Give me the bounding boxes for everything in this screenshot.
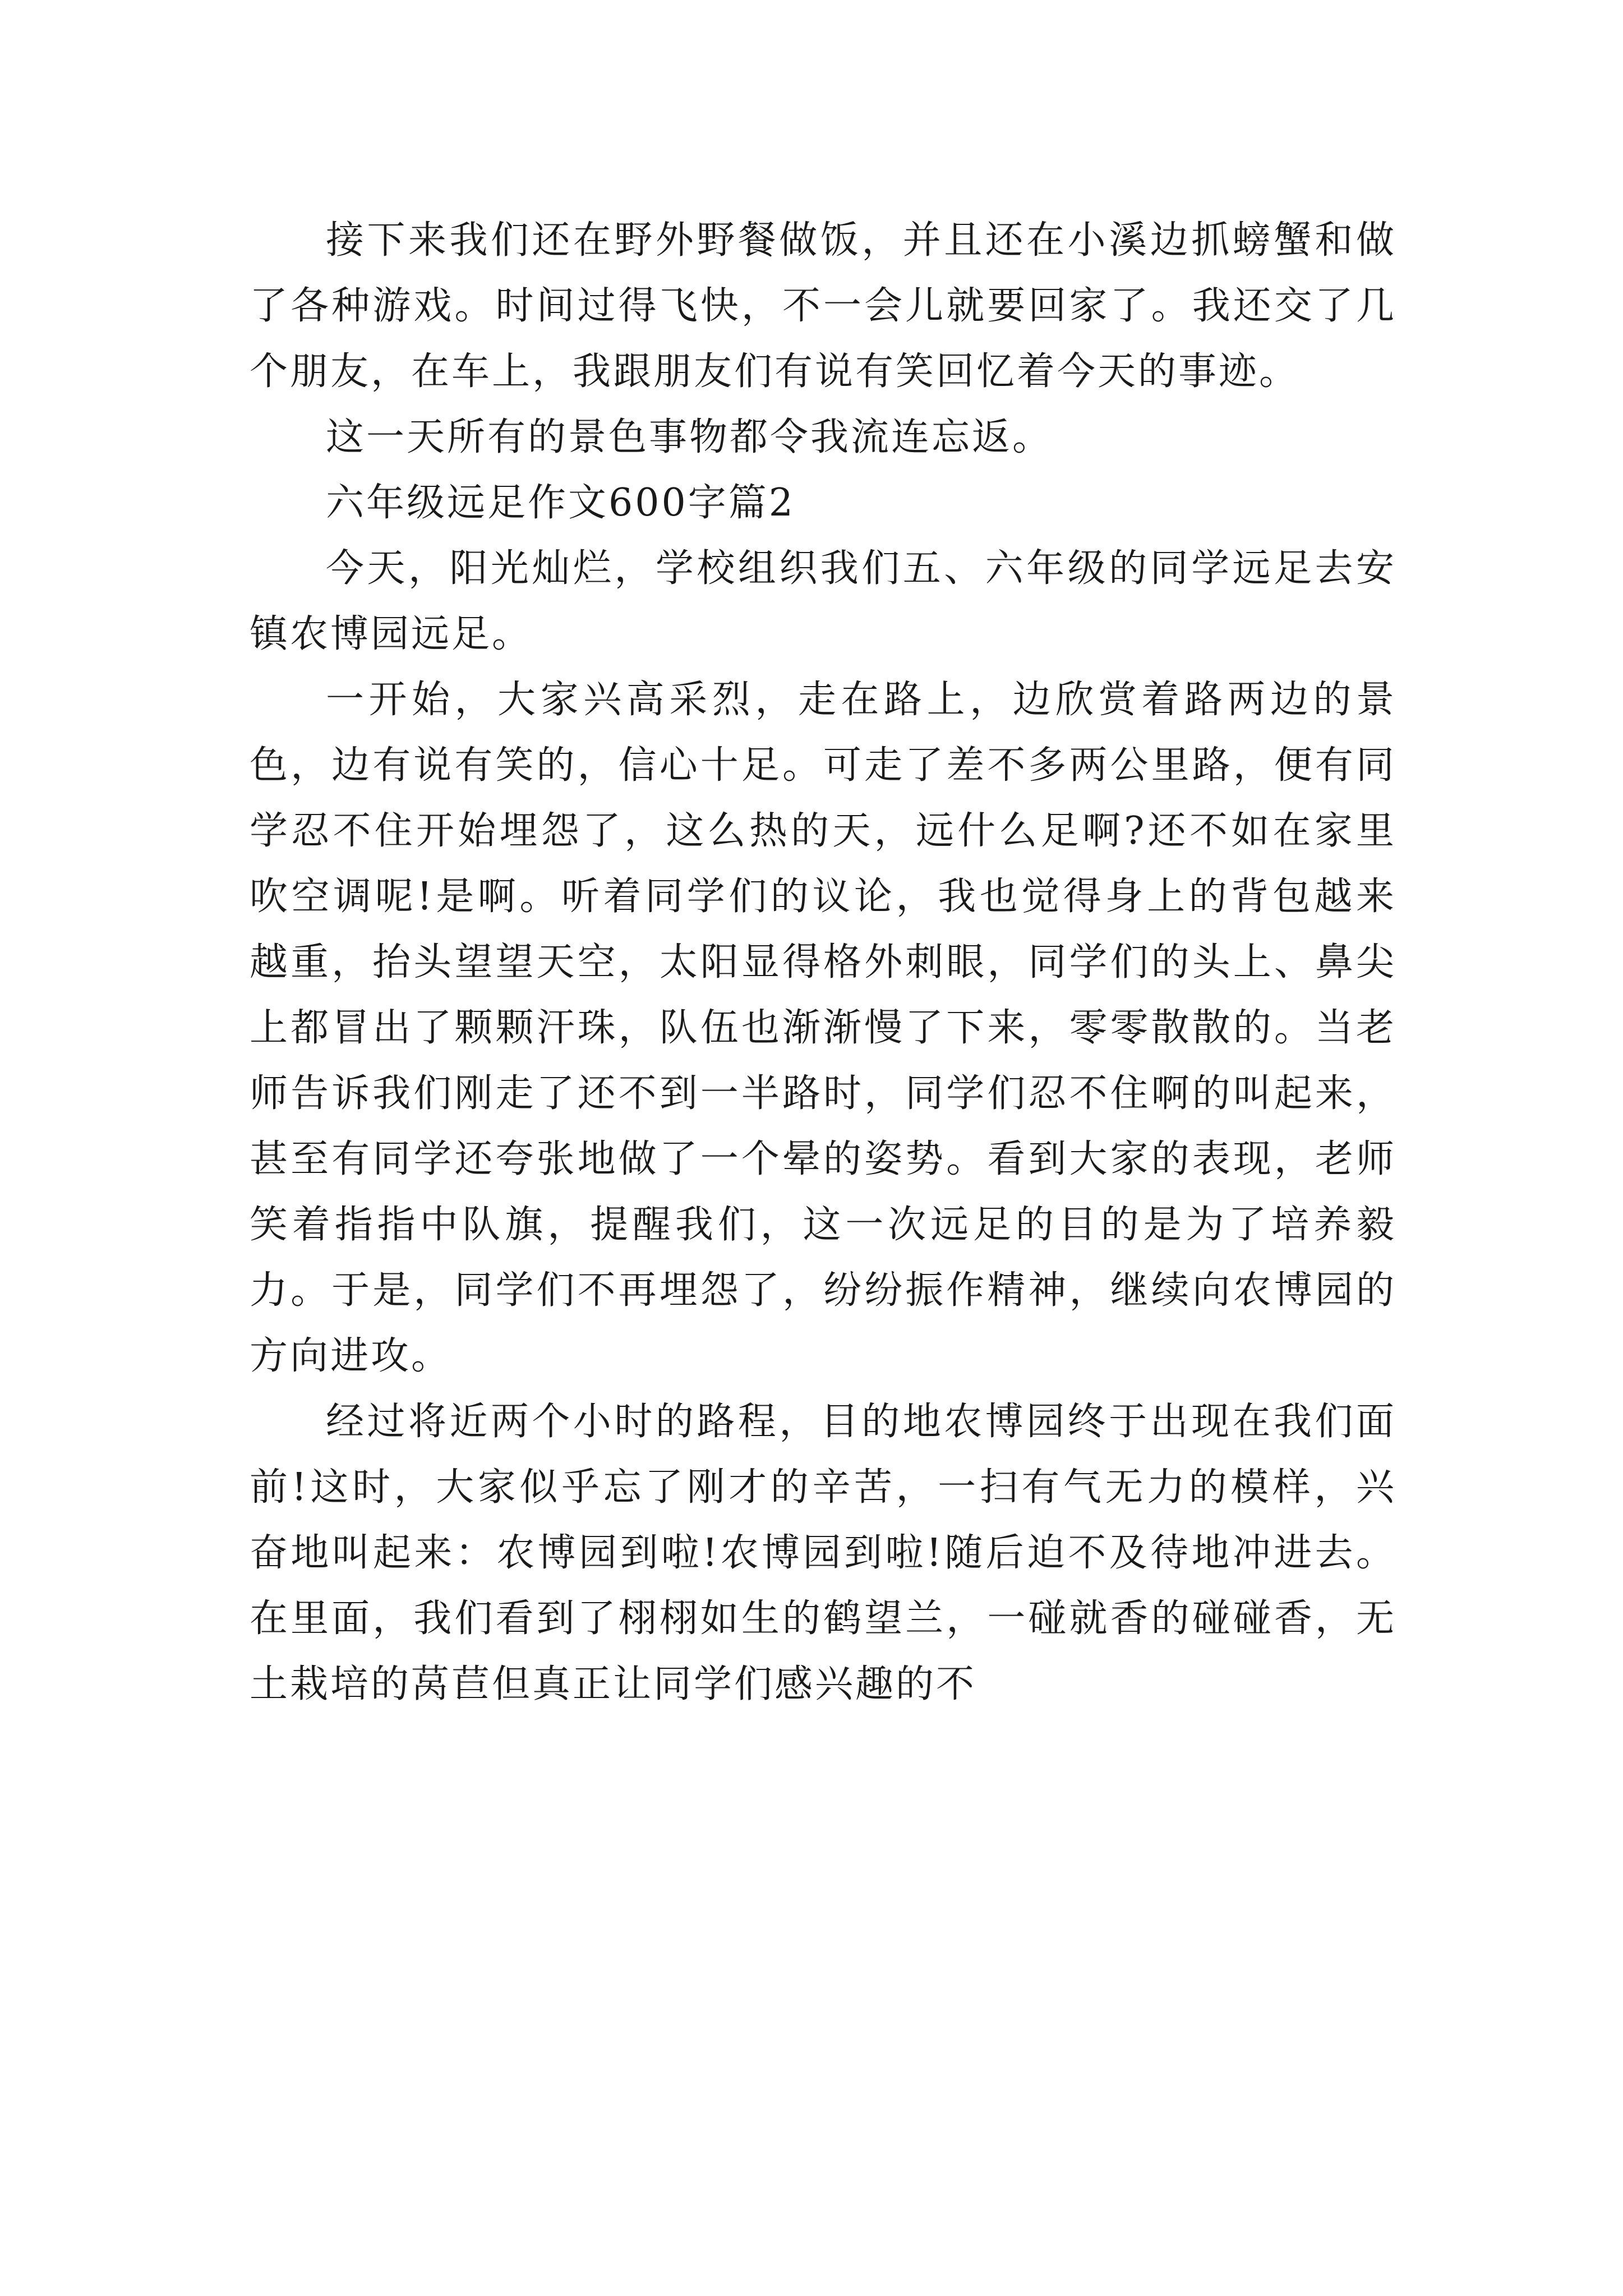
paragraph-picnic: 接下来我们还在野外野餐做饭，并且还在小溪边抓螃蟹和做了各种游戏。时间过得飞快，不一会儿就要回家了。我还交了几个朋友，在车上，我跟朋友们有说有笑回忆着今天的事迹。 [250,218,1396,394]
essay-title: 六年级远足作文600字篇2 [326,481,796,525]
paragraph-journey: 一开始，大家兴高采烈，走在路上，边欣赏着路两边的景色，边有说有笑的，信心十足。可走了差不多两公里路，便有同学忍不住开始埋怨了，这么热的天，远什么足啊?还不如在家里吹空调呢!是啊。听着同学们的议论，我也觉得身上的背包越来越重，抬头望望天空，太阳显得格外刺眼，同学们的头上、鼻尖上都冒出了颗颗汗珠，队伍也渐渐慢了下来，零零散散的。当老师告诉我们刚走了还不到一半路时，同学们忍不住啊的叫起来，甚至有同学还夸张地做了一个晕的姿势。看到大家的表现，老师笑着指指中队旗，提醒我们，这一次远足的目的是为了培养毅力。于是，同学们不再埋怨了，纷纷振作精神，继续向农博园的方向进攻。 [250,678,1397,1378]
paragraph-arrival: 经过将近两个小时的路程，目的地农博园终于出现在我们面前!这时，大家似乎忘了刚才的辛苦，一扫有气无力的模样，兴奋地叫起来：农博园到啦!农博园到啦!随后迫不及待地冲进去。在里面，我们看到了栩栩如生的鹤望兰，一碰就香的碰碰香，无土栽培的莴苣但真正让同学们感兴趣的不 [250,1400,1396,1706]
paragraph-reluctant-to-leave: 这一天所有的景色事物都令我流连忘返。 [326,415,1053,459]
document-body [250,208,1396,1717]
paragraph-intro: 今天，阳光灿烂，学校组织我们五、六年级的同学远足去安镇农博园远足。 [250,546,1396,656]
